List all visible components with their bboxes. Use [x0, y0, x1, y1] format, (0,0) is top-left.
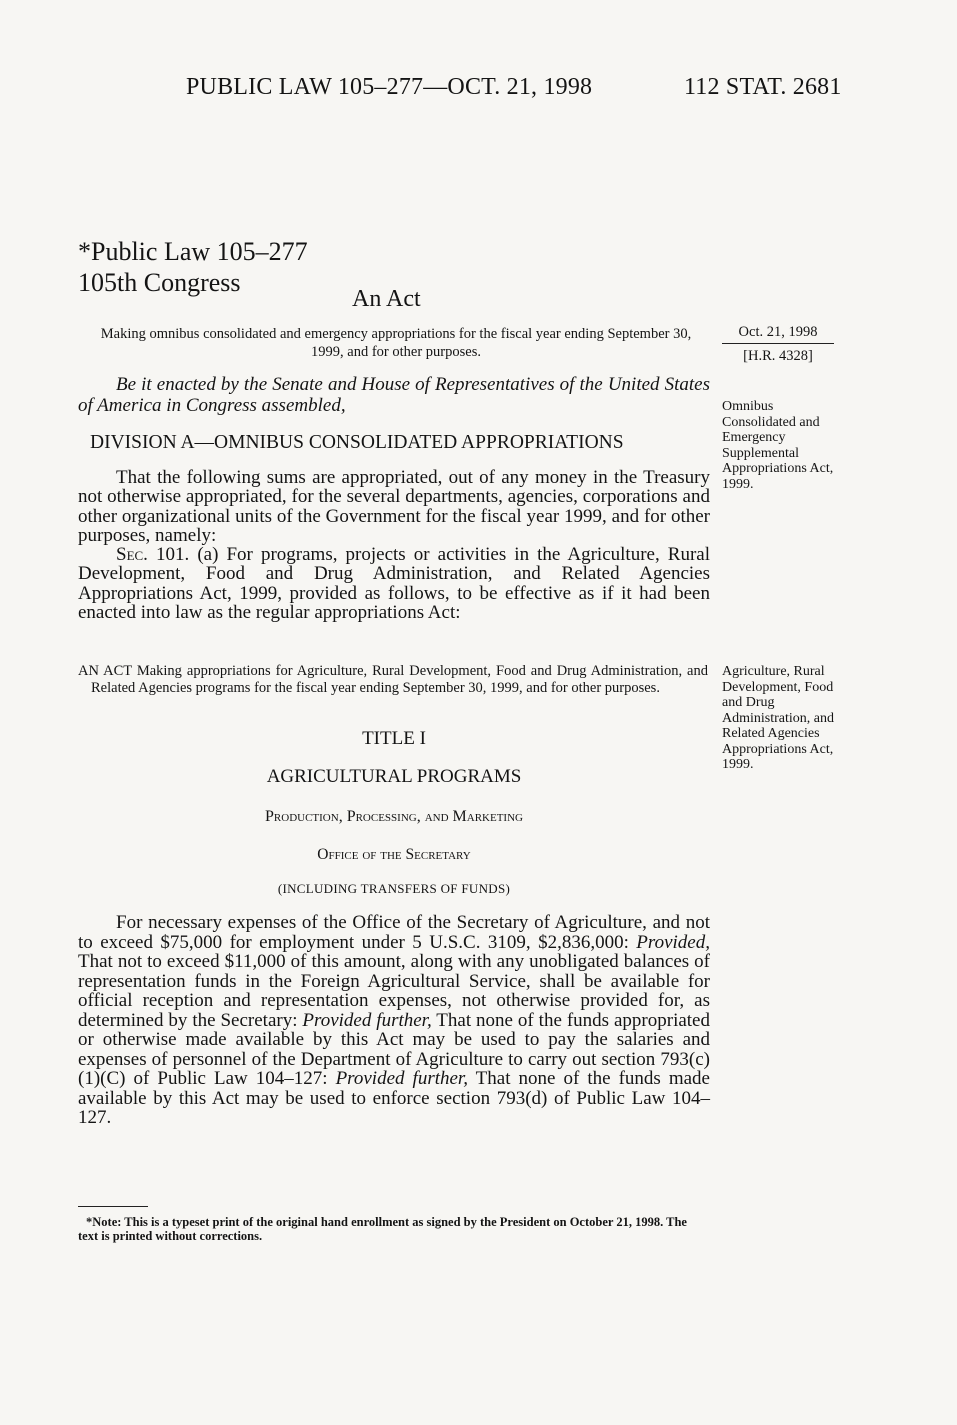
- margin-note-date: [722, 324, 834, 365]
- margin-note-omnibus: Omnibus Consolidated and Emergency Supplemental Appropriations Act, 1999.: [722, 399, 834, 492]
- paragraph-text-4: That none of the funds made available by this Act may be used to enforce section 793(d) of Public Law 104–127.: [78, 1068, 710, 1128]
- appropriation-intro: [78, 468, 710, 622]
- proviso-2: Provided further,: [302, 1009, 432, 1031]
- running-header-page: 112 STAT. 2681: [684, 74, 842, 100]
- paragraph-text-1: For necessary expenses of the Office of the Secretary of Agriculture, and not to exceed $75,000 for employment under 5 U.S.C. 3109, $2,836,000:: [78, 912, 710, 953]
- enactment-date: Oct. 21, 1998: [722, 324, 834, 344]
- intro-paragraph: That the following sums are appropriated, out of any money in the Treasury not otherwise appropriated, for the several departments, agencies, corporations and other organizational units of the Government for the fiscal year 1999, and for other purposes, namely:: [78, 467, 710, 546]
- agricultural-programs-heading: AGRICULTURAL PROGRAMS: [266, 766, 522, 787]
- proviso-3: Provided further,: [335, 1068, 468, 1089]
- office-heading: Office of the Secretary: [317, 846, 471, 863]
- paragraph-text-3: That none of the funds appropriated or otherwise made available by this Act may be used to pay the salaries and expenses of personnel of the Department of Agriculture to carry out section 793(c)(1)(C) of Public Law 104–127:: [78, 1009, 710, 1089]
- production-heading: Production, Processing, and Marketing: [265, 808, 523, 825]
- office-of-secretary-paragraph: [78, 913, 710, 1128]
- transfers-heading: (INCLUDING TRANSFERS OF FUNDS): [277, 881, 511, 896]
- division-heading: DIVISION A—OMNIBUS CONSOLIDATED APPROPRIATIONS: [90, 432, 624, 453]
- proviso-1: Provided,: [636, 931, 710, 953]
- an-act-description: AN ACT Making appropriations for Agriculture, Rural Development, Food and Drug Administration, and Related Agencies programs for the fiscal year ending September 30, 1999, and for other purposes.: [78, 663, 708, 696]
- footnote: *Note: This is a typeset print of the original hand enrollment as signed by the President on October 21, 1998. The text is printed without corrections.: [78, 1215, 687, 1243]
- paragraph-text-2: That not to exceed $11,000 of this amount, along with any unobligated balances of representation funds in the Foreign Agricultural Service, shall be available for official reception and representation expenses, not otherwise provided for, as determined by the Secretary:: [78, 951, 710, 1031]
- bill-number: [H.R. 4328]: [743, 348, 813, 364]
- section-label: Sec.: [116, 544, 148, 566]
- running-header-left: PUBLIC LAW 105–277—OCT. 21, 1998: [186, 74, 593, 100]
- section-101-text: 101. (a) For programs, projects or activities in the Agriculture, Rural Development, Food and Drug Administration, and Related Agencies Appropriations Act, 1999, provided as follows, to be effective as if it had been enacted into law as the regular appropriations Act:: [78, 544, 710, 624]
- congress-number: 105th Congress: [78, 268, 241, 297]
- footnote-rule: [78, 1206, 148, 1207]
- public-law-number: *Public Law 105–277: [78, 237, 308, 266]
- act-purpose: Making omnibus consolidated and emergency appropriations for the fiscal year ending September 30, 1999, and for other purposes.: [100, 326, 692, 360]
- act-heading: An Act: [352, 286, 421, 312]
- margin-note-agriculture: Agriculture, Rural Development, Food and Drug Administration, and Related Agencies Appropriations Act, 1999.: [722, 664, 834, 772]
- public-law-title: [78, 236, 308, 298]
- section-101-paragraph: [78, 545, 710, 622]
- enacting-clause: Be it enacted by the Senate and House of Representatives of the United States of America in Congress assembled,: [78, 374, 710, 416]
- title-heading: TITLE I: [362, 728, 426, 749]
